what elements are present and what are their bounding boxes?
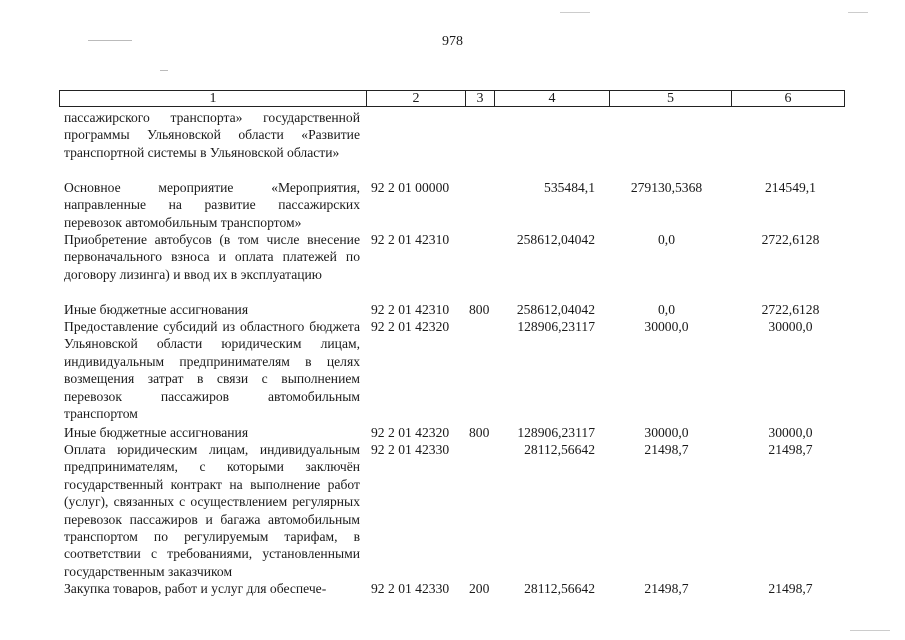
table-row-value-6: 214549,1 xyxy=(765,180,816,195)
table-row-value-6: 30000,0 xyxy=(768,425,813,440)
table-row-desc: Иные бюджетные ассигнования xyxy=(64,425,249,440)
table-row-value-6: 2722,6128 xyxy=(761,302,820,317)
table-row-desc: Иные бюджетные ассигнования xyxy=(64,302,249,317)
table-row-value-6: 21498,7 xyxy=(768,442,813,457)
scan-speck xyxy=(850,630,890,631)
table-row-value-5: 21498,7 xyxy=(644,442,689,457)
header-col-6: 6 xyxy=(784,91,792,106)
table-row-value-5: 21498,7 xyxy=(644,581,689,596)
table-row-value-4: 258612,04042 xyxy=(516,232,595,247)
header-col-1: 1 xyxy=(60,91,367,106)
scan-speck xyxy=(88,40,132,41)
scan-speck xyxy=(560,12,590,13)
table-row-value-4: 28112,56642 xyxy=(524,442,595,457)
table-row-desc: пассажирского транспорта» государственной программы Ульяновской области «Развитие транспортной системы в Ульяновской области» xyxy=(64,110,360,160)
table-row-value-6: 2722,6128 xyxy=(761,232,820,247)
table-row-code: 92 2 01 00000 xyxy=(371,180,450,195)
table-row-value-6: 21498,7 xyxy=(768,581,813,596)
table-row-desc: Основное мероприятие «Мероприятия, направленные на развитие пассажирских перевозок автомобильным транспортом» xyxy=(64,180,360,230)
table-row-value-4: 535484,1 xyxy=(544,180,595,195)
table-row-vr: 800 xyxy=(469,302,490,317)
table-row-vr: 200 xyxy=(469,581,490,596)
table-row-desc: Приобретение автобусов (в том числе внесение первоначального взноса и оплата платежей по договору лизинга) и ввод их в эксплуатацию xyxy=(64,232,360,282)
header-col-3: 3 xyxy=(466,91,495,106)
header-col-4: 4 xyxy=(495,91,610,106)
table-row-desc: Закупка товаров, работ и услуг для обеспече- xyxy=(64,581,327,596)
table-row-code: 92 2 01 42310 xyxy=(371,302,450,317)
table-row-code: 92 2 01 42330 xyxy=(371,442,450,457)
table-row-value-5: 0,0 xyxy=(658,232,675,247)
table-row-code: 92 2 01 42320 xyxy=(371,319,450,334)
table-row-code: 92 2 01 42310 xyxy=(371,232,450,247)
header-col-2: 2 xyxy=(367,91,466,106)
table-row-code: 92 2 01 42320 xyxy=(371,425,450,440)
table-row-desc: Предоставление субсидий из областного бюджета Ульяновской области юридическим лицам, индивидуальным предпринимателям в целях возмещения затрат в связи с выполнением перевозок пассажиров автомобильным транспортом xyxy=(64,319,360,422)
table-row-code: 92 2 01 42330 xyxy=(371,581,450,596)
table-header-row xyxy=(59,90,845,107)
page-number: 978 xyxy=(442,34,463,49)
scan-speck xyxy=(160,70,168,71)
table-row-vr: 800 xyxy=(469,425,490,440)
table-row-value-6: 30000,0 xyxy=(768,319,813,334)
table-row-value-5: 30000,0 xyxy=(644,425,689,440)
table-row-value-4: 128906,23117 xyxy=(517,425,595,440)
table-row-desc: Оплата юридическим лицам, индивидуальным предпринимателям, с которыми заключён государственный контракт на выполнение работ (услуг), связанных с осуществлением регулярных перевозок пассажиров и багажа автомобильным транспортом по регулируемым тарифам, в соответствии с требованиями, установленными государственным заказчиком xyxy=(64,442,360,579)
table-row-value-4: 258612,04042 xyxy=(516,302,595,317)
table-row-value-5: 279130,5368 xyxy=(630,180,703,195)
scan-speck xyxy=(848,12,868,13)
table-row-value-5: 30000,0 xyxy=(644,319,689,334)
table-row-value-4: 28112,56642 xyxy=(524,581,595,596)
table-row-value-4: 128906,23117 xyxy=(517,319,595,334)
table-row-value-5: 0,0 xyxy=(658,302,675,317)
header-col-5: 5 xyxy=(610,91,732,106)
